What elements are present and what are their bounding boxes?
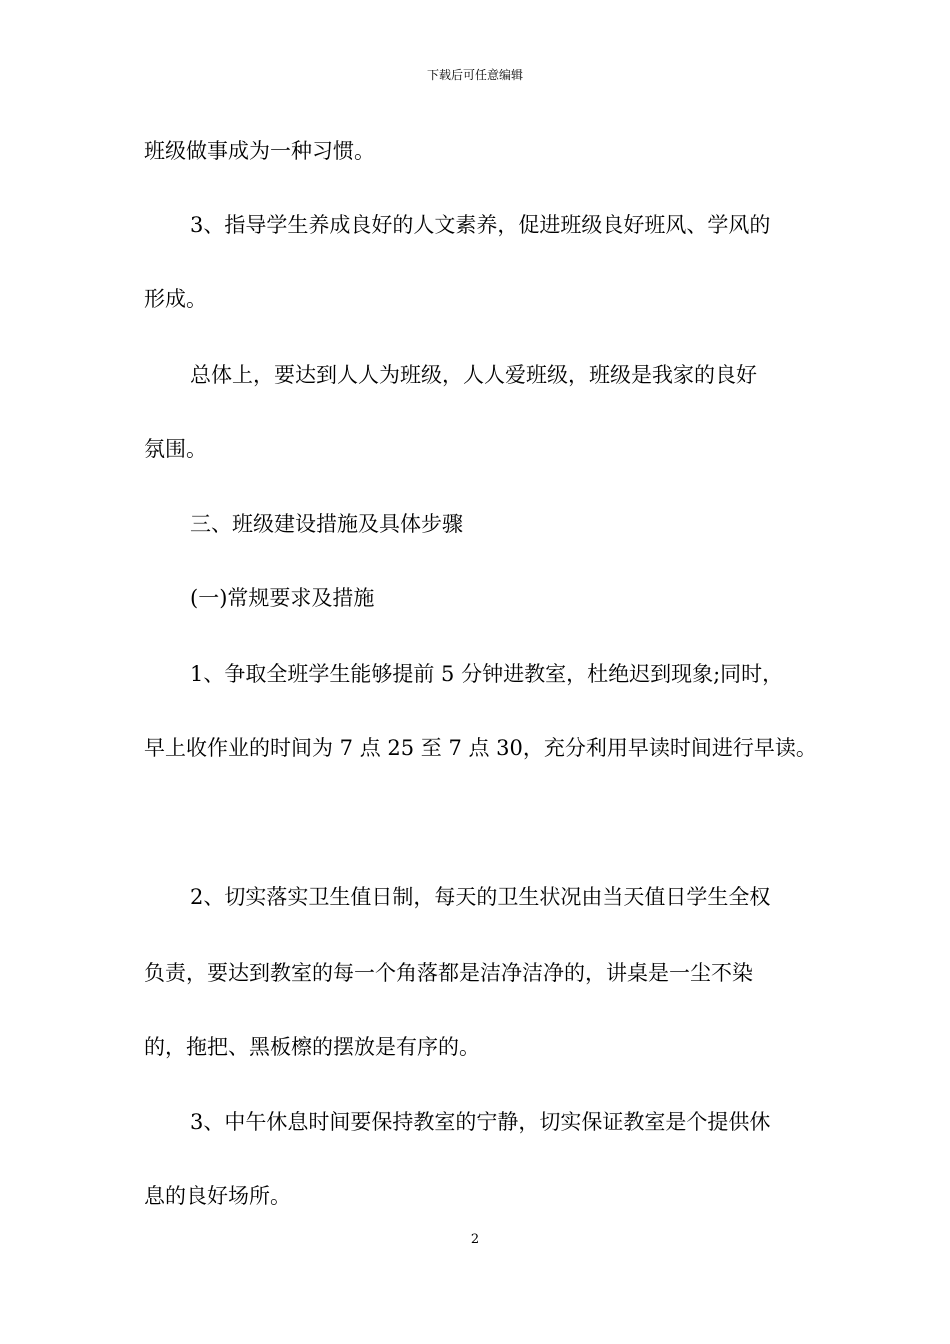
page-number: 2 [470,1232,480,1247]
paragraph-line: 1、争取全班学生能够提前 5 分钟进教室，杜绝迟到现象;同时， [190,662,784,686]
paragraph-line: 息的良好场所。 [144,1184,291,1208]
paragraph-line: 班级做事成为一种习惯。 [144,139,375,163]
paragraph-line: 3、指导学生养成良好的人文素养，促进班级良好班风、学风的 [190,213,771,237]
paragraph-line: 氛围。 [144,437,207,461]
section-heading: 三、班级建设措施及具体步骤 [190,512,463,536]
paragraph-line: 的，拖把、黑板檫的摆放是有序的。 [144,1035,480,1059]
paragraph-line: 2、切实落实卫生值日制，每天的卫生状况由当天值日学生全权 [190,885,771,909]
paragraph-line: 形成。 [144,287,207,311]
paragraph-line: 早上收作业的时间为 7 点 25 至 7 点 30，充分利用早读时间进行早读。 [144,736,817,760]
subsection-heading: (一)常规要求及措施 [190,586,375,610]
page-header: 下载后可任意编辑 [426,68,523,82]
paragraph-line: 总体上，要达到人人为班级，人人爱班级，班级是我家的良好 [190,363,757,387]
paragraph-line: 负责，要达到教室的每一个角落都是洁净洁净的，讲桌是一尘不染 [144,961,753,985]
paragraph-line: 3、中午休息时间要保持教室的宁静，切实保证教室是个提供休 [190,1110,771,1134]
